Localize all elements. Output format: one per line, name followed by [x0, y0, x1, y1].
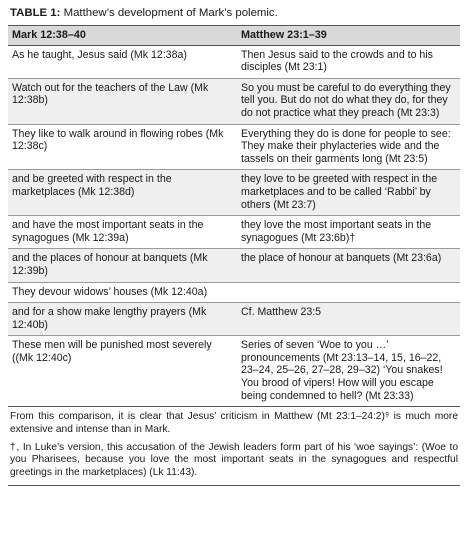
document	[8, 0, 460, 486]
table-row	[8, 45, 460, 78]
table-row	[8, 78, 460, 124]
mark-cell: and the places of honour at banquets (Mk 12:39b)	[8, 249, 237, 282]
mark-cell: and for a show make lengthy prayers (Mk 12:40b)	[8, 303, 237, 336]
matthew-cell: So you must be careful to do everything they tell you. But do not do what they do, for they do not practice what they preach (Mt 23:3)	[237, 78, 460, 124]
note-dagger: †, In Luke’s version, this accusation of the Jewish leaders form part of his ‘woe sayings’: (Woe to you Pharisees, because you love the most important seats in the synagogues and respectful greetings in the marketplaces) (Lk 11:43).	[10, 442, 458, 478]
table-row	[8, 303, 460, 336]
mark-cell: and be greeted with respect in the marketplaces (Mk 12:38d)	[8, 170, 237, 216]
table-row	[8, 336, 460, 407]
table-header-row	[8, 26, 460, 46]
mark-cell: As he taught, Jesus said (Mk 12:38a)	[8, 45, 237, 78]
mark-cell: and have the most important seats in the synagogues (Mk 12:39a)	[8, 216, 237, 249]
matthew-cell: they love to be greeted with respect in the marketplaces and to be called ‘Rabbi’ by others (Mt 23:7)	[237, 170, 460, 216]
table-row	[8, 124, 460, 170]
matthew-cell: Then Jesus said to the crowds and to his disciples (Mt 23:1)	[237, 45, 460, 78]
matthew-cell: Cf. Matthew 23:5	[237, 303, 460, 336]
matthew-cell: Everything they do is done for people to see: They make their phylacteries wide and the tassels on their garments long (Mt 23:5)	[237, 124, 460, 170]
matthew-cell: the place of honour at banquets (Mt 23:6a)	[237, 249, 460, 282]
mark-cell: Watch out for the teachers of the Law (Mk 12:38b)	[8, 78, 237, 124]
matthew-cell: Series of seven ‘Woe to you …’ pronouncements (Mt 23:13–14, 15, 16–22, 23–24, 25–26, 27–28, 29–32) ‘You snakes! You brood of vipers! How will you escape being condemned to hell? (Mt 23:33)	[237, 336, 460, 407]
note-comparison: From this comparison, it is clear that Jesus’ criticism in Matthew (Mt 23:1–24:2)⁹ is much more extensive and intense than in Mark.	[10, 411, 458, 435]
table-caption-text: Matthew’s development of Mark’s polemic.	[63, 7, 278, 19]
table-row	[8, 249, 460, 282]
comparison-table	[8, 25, 460, 407]
mark-cell: These men will be punished most severely ((Mk 12:40c)	[8, 336, 237, 407]
mark-cell: They devour widows’ houses (Mk 12:40a)	[8, 282, 237, 303]
notes-bottom-rule	[8, 485, 460, 486]
table-notes	[8, 407, 460, 479]
header-matthew: Matthew 23:1–39	[237, 26, 460, 46]
table-caption-label: TABLE 1:	[10, 7, 61, 19]
matthew-cell: they love the most important seats in the synagogues (Mt 23:6b)†	[237, 216, 460, 249]
table-caption	[8, 6, 460, 21]
matthew-cell	[237, 282, 460, 303]
header-mark: Mark 12:38–40	[8, 26, 237, 46]
table-row	[8, 170, 460, 216]
mark-cell: They like to walk around in flowing robes (Mk 12:38c)	[8, 124, 237, 170]
table-row	[8, 282, 460, 303]
table-row	[8, 216, 460, 249]
